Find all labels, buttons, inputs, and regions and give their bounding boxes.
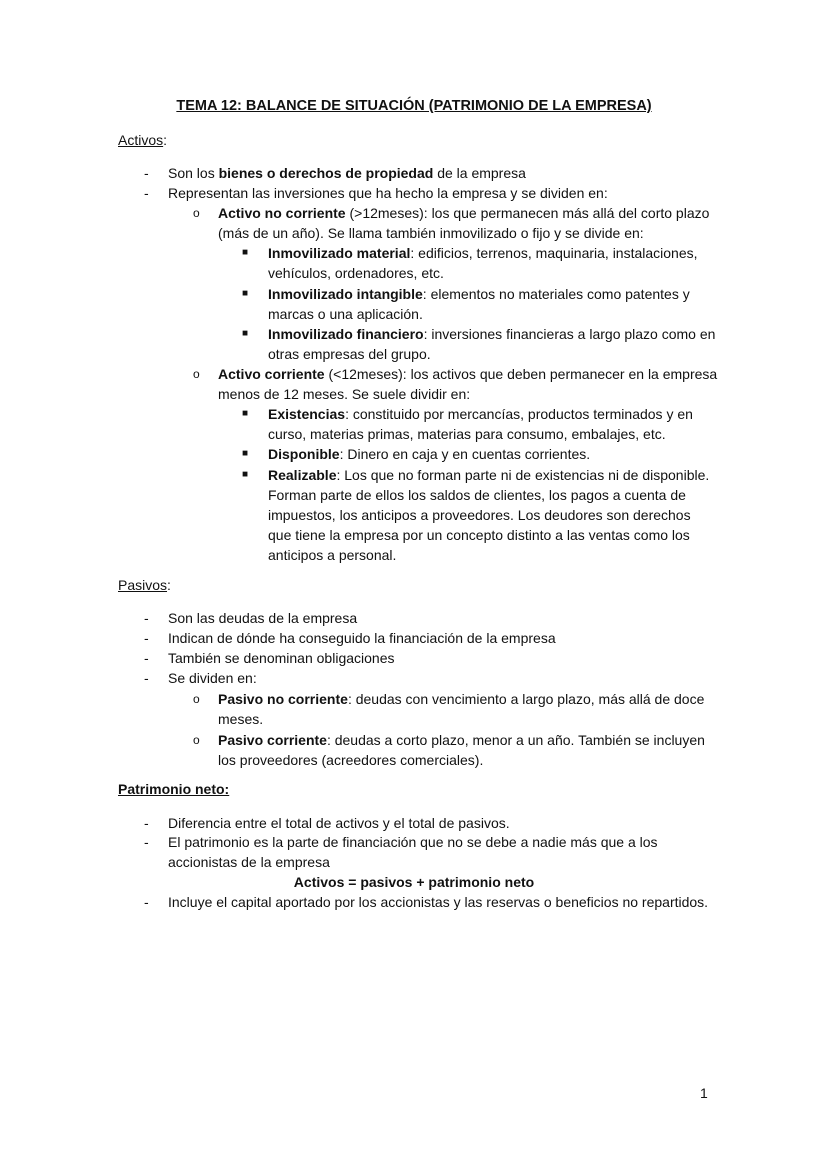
pasivo-no-corriente-line-1: Pasivo no corriente: deudas con vencimiento a largo plazo, más allá de doce: [218, 691, 705, 707]
activo-no-corriente-line-2: (más de un año). Se llama también inmovilizado o fijo y se divide en:: [218, 225, 644, 241]
bullet-dash: -: [144, 670, 149, 686]
realizable-line-2: Forman parte de ellos los saldos de clientes, los pagos a cuenta de: [268, 487, 686, 503]
inmovilizado-material-line-1: Inmovilizado material: edificios, terrenos, maquinaria, instalaciones,: [268, 245, 698, 261]
inmovilizado-material-line-2: vehículos, ordenadores, etc.: [268, 265, 444, 281]
realizable-line-5: anticipos a personal.: [268, 547, 397, 563]
inmovilizado-financiero-line-2: otras empresas del grupo.: [268, 346, 431, 362]
inmovilizado-intangible-line-1: Inmovilizado intangible: elementos no materiales como patentes y: [268, 286, 690, 302]
pasivos-bullet-1: Son las deudas de la empresa: [168, 610, 358, 626]
bullet-circle: o: [193, 206, 200, 220]
pasivo-corriente-line-1: Pasivo corriente: deudas a corto plazo, menor a un año. También se incluyen: [218, 732, 705, 748]
page-number: 1: [700, 1085, 708, 1101]
patrimonio-bullet-2-line-1: El patrimonio es la parte de financiación que no se debe a nadie más que a los: [168, 834, 658, 850]
section-heading-patrimonio: Patrimonio neto:: [118, 781, 230, 797]
pasivos-bullet-4: Se dividen en:: [168, 670, 257, 686]
section-heading-pasivos: Pasivos:: [118, 577, 171, 593]
bullet-square: ■: [242, 247, 249, 258]
pasivo-corriente-line-2: los proveedores (acreedores comerciales).: [218, 752, 484, 768]
activo-corriente-line-2: menos de 12 meses. Se suele dividir en:: [218, 386, 471, 402]
bullet-square: ■: [242, 469, 249, 480]
realizable-line-3: impuestos, los anticipos a proveedores. Los deudores son derechos: [268, 507, 691, 523]
bullet-dash: -: [144, 610, 149, 626]
patrimonio-bullet-1: Diferencia entre el total de activos y el total de pasivos.: [168, 815, 510, 831]
pasivos-bullet-2: Indican de dónde ha conseguido la financiación de la empresa: [168, 630, 556, 646]
existencias-line-1: Existencias: constituido por mercancías, productos terminados y en: [268, 406, 693, 422]
bullet-circle: o: [193, 367, 200, 381]
realizable-line-4: que tiene la empresa por un concepto distinto a las ventas como los: [268, 527, 690, 543]
disponible-line-1: Disponible: Dinero en caja y en cuentas corrientes.: [268, 446, 591, 462]
bullet-dash: -: [144, 894, 149, 910]
bullet-circle: o: [193, 692, 200, 706]
bullet-dash: -: [144, 650, 149, 666]
activo-no-corriente-line-1: Activo no corriente (>12meses): los que permanecen más allá del corto plazo: [218, 205, 710, 221]
bullet-dash: -: [144, 185, 149, 201]
activos-bullet-1: Son los bienes o derechos de propiedad de la empresa: [168, 165, 526, 181]
realizable-line-1: Realizable: Los que no forman parte ni de existencias ni de disponible.: [268, 467, 710, 483]
section-heading-activos: Activos:: [118, 132, 168, 148]
activo-corriente-line-1: Activo corriente (<12meses): los activos que deben permanecer en la empresa: [218, 366, 718, 382]
patrimonio-bullet-2-line-2: accionistas de la empresa: [168, 854, 330, 870]
bullet-dash: -: [144, 630, 149, 646]
bullet-square: ■: [242, 448, 249, 459]
pasivo-no-corriente-line-2: meses.: [218, 711, 264, 727]
bullet-dash: -: [144, 165, 149, 181]
inmovilizado-intangible-line-2: marcas o una aplicación.: [268, 306, 423, 322]
bullet-dash: -: [144, 834, 149, 850]
bullet-circle: o: [193, 733, 200, 747]
inmovilizado-financiero-line-1: Inmovilizado financiero: inversiones financieras a largo plazo como en: [268, 326, 716, 342]
bullet-square: ■: [242, 288, 249, 299]
bullet-square: ■: [242, 328, 249, 339]
page-title: TEMA 12: BALANCE DE SITUACIÓN (PATRIMONIO DE LA EMPRESA): [176, 98, 652, 114]
existencias-line-2: curso, materias primas, materias para consumo, embalajes, etc.: [268, 426, 666, 442]
balance-formula: Activos = pasivos + patrimonio neto: [293, 874, 535, 890]
bullet-dash: -: [144, 815, 149, 831]
patrimonio-bullet-3: Incluye el capital aportado por los accionistas y las reservas o beneficios no repartidos.: [168, 894, 709, 910]
activos-bullet-2: Representan las inversiones que ha hecho la empresa y se dividen en:: [168, 185, 608, 201]
bullet-square: ■: [242, 408, 249, 419]
pasivos-bullet-3: También se denominan obligaciones: [168, 650, 395, 666]
